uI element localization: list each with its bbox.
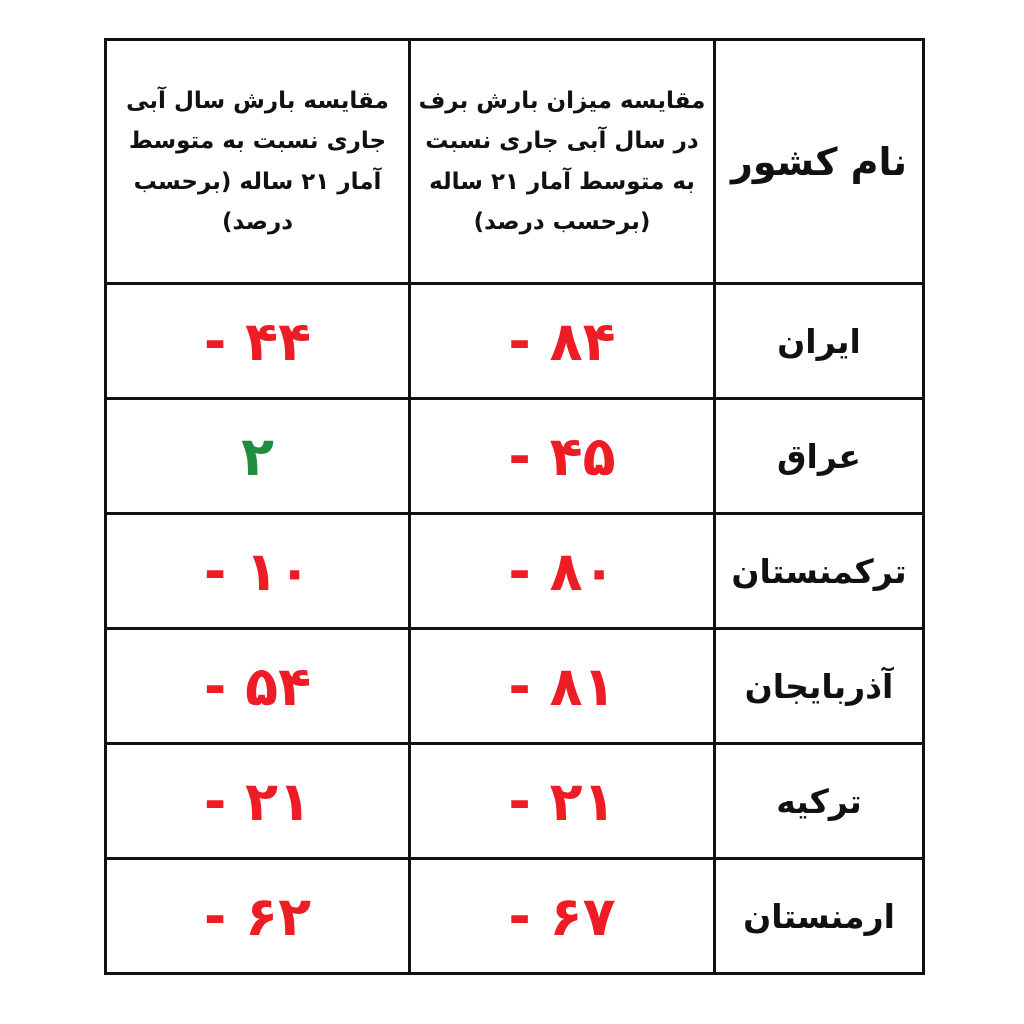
rain-value-cell: - ۱۰ [106,514,410,629]
country-cell: ارمنستان [715,859,924,974]
snow-value-cell: - ۴۵ [410,399,715,514]
rain-value-cell: ۲ [106,399,410,514]
snow-value-cell: - ۸۱ [410,629,715,744]
table-row [106,744,924,859]
snow-value-cell: - ۸۰ [410,514,715,629]
country-cell: ترکیه [715,744,924,859]
table-row [106,514,924,629]
country-cell: عراق [715,399,924,514]
table-header-row [106,40,924,284]
header-snow-comparison: مقایسه میزان بارش برف در سال آبی جاری نسبت به متوسط آمار ۲۱ ساله (برحسب درصد) [410,40,715,284]
table-row [106,859,924,974]
snow-value-cell: - ۲۱ [410,744,715,859]
precipitation-comparison-table [104,38,925,975]
country-cell: آذربایجان [715,629,924,744]
table-row [106,399,924,514]
rain-value-cell: - ۵۴ [106,629,410,744]
rain-value-cell: - ۶۲ [106,859,410,974]
country-cell: ایران [715,284,924,399]
snow-value-cell: - ۶۷ [410,859,715,974]
table-row [106,284,924,399]
table-row [106,629,924,744]
country-cell: ترکمنستان [715,514,924,629]
rain-value-cell: - ۴۴ [106,284,410,399]
snow-value-cell: - ۸۴ [410,284,715,399]
header-country: نام کشور [715,40,924,284]
header-rain-comparison: مقایسه بارش سال آبی جاری نسبت به متوسط آمار ۲۱ ساله (برحسب درصد) [106,40,410,284]
rain-value-cell: - ۲۱ [106,744,410,859]
